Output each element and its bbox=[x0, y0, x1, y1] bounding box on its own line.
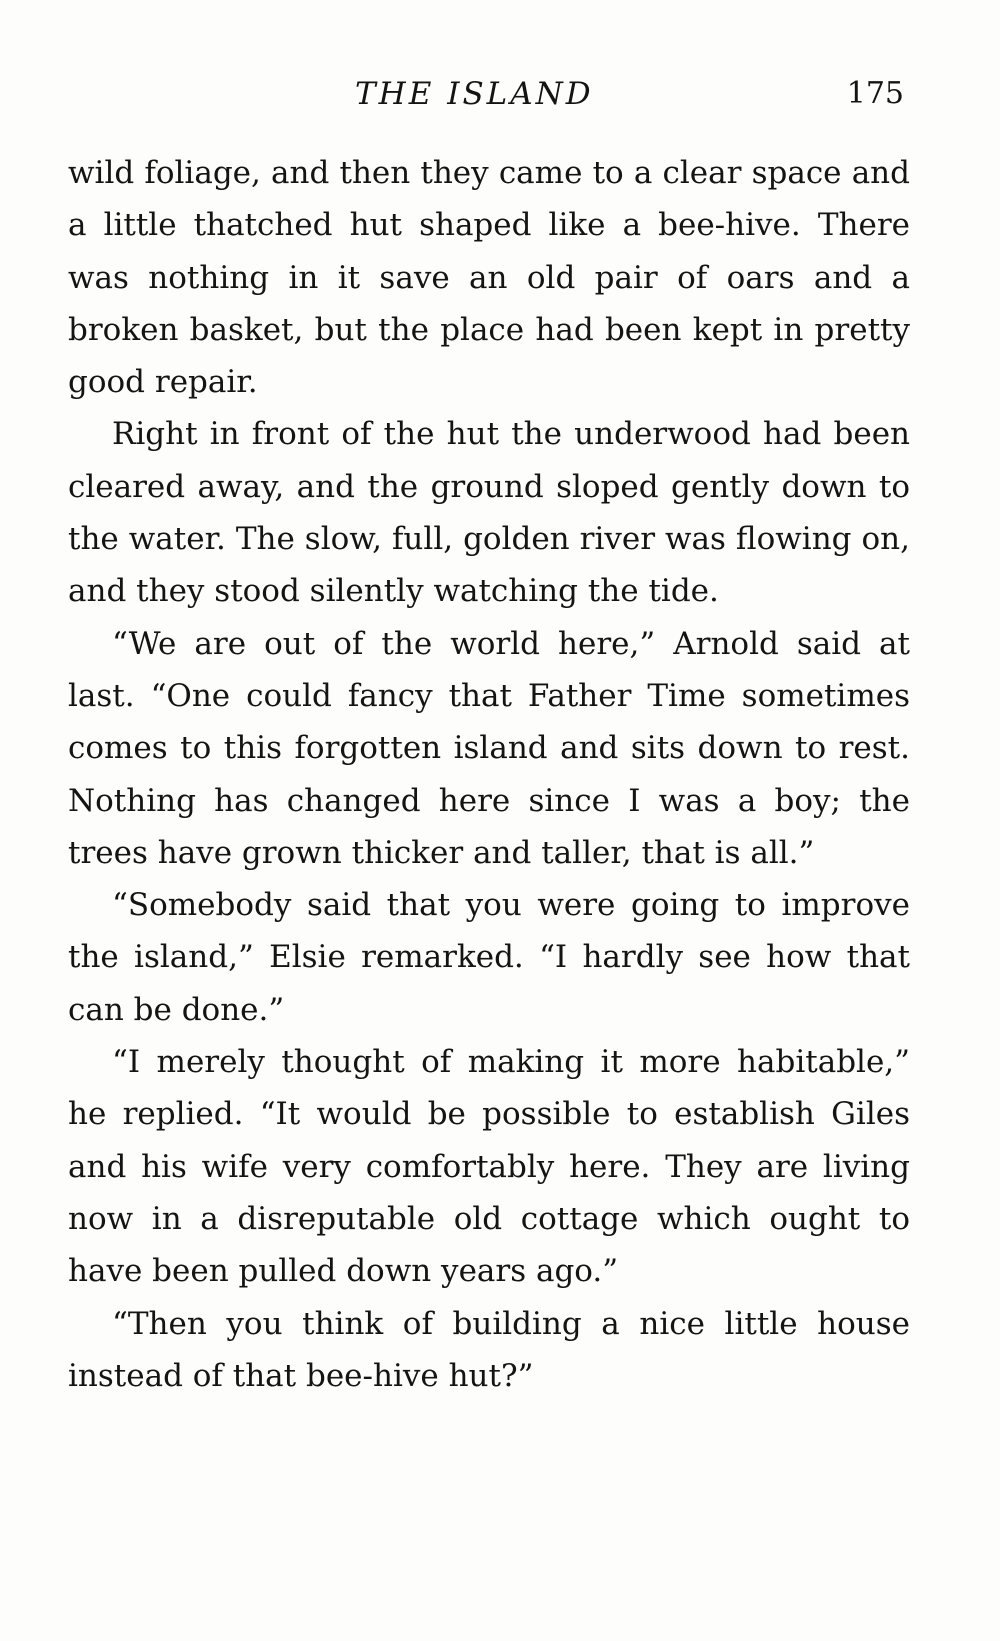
running-head bbox=[0, 72, 1000, 116]
running-head-title: THE ISLAND bbox=[355, 76, 594, 112]
paragraph-continuation: wild foliage, and then they came to a clear space and a little thatched hut shaped like a bee-hive. There was nothing in it save an old pair of oars and a broken basket, but the place had been kept in pretty good repair. bbox=[68, 155, 910, 401]
paragraph: “We are out of the world here,” Arnold said at last. “One could fancy that Father Time sometimes comes to this forgotten island and sits down to rest. Nothing has changed here since I was a boy; the trees have grown thicker and taller, that is all.” bbox=[68, 625, 910, 871]
paragraph: “Then you think of building a nice little house instead of that bee-hive hut?” bbox=[68, 1305, 910, 1394]
paragraph: Right in front of the hut the underwood had been cleared away, and the ground sloped gently down to the water. The slow, full, golden river was flowing on, and they stood silently watching the tide. bbox=[68, 416, 910, 610]
paragraph: “I merely thought of making it more habitable,” he replied. “It would be possible to establish Giles and his wife very comfortably here. They are living now in a disreputable old cottage which ought to have been pulled down years ago.” bbox=[68, 1044, 910, 1290]
paragraph: “Somebody said that you were going to improve the island,” Elsie remarked. “I hardly see how that can be done.” bbox=[68, 887, 910, 1028]
body-text bbox=[68, 147, 910, 1402]
page-number: 175 bbox=[846, 76, 904, 111]
